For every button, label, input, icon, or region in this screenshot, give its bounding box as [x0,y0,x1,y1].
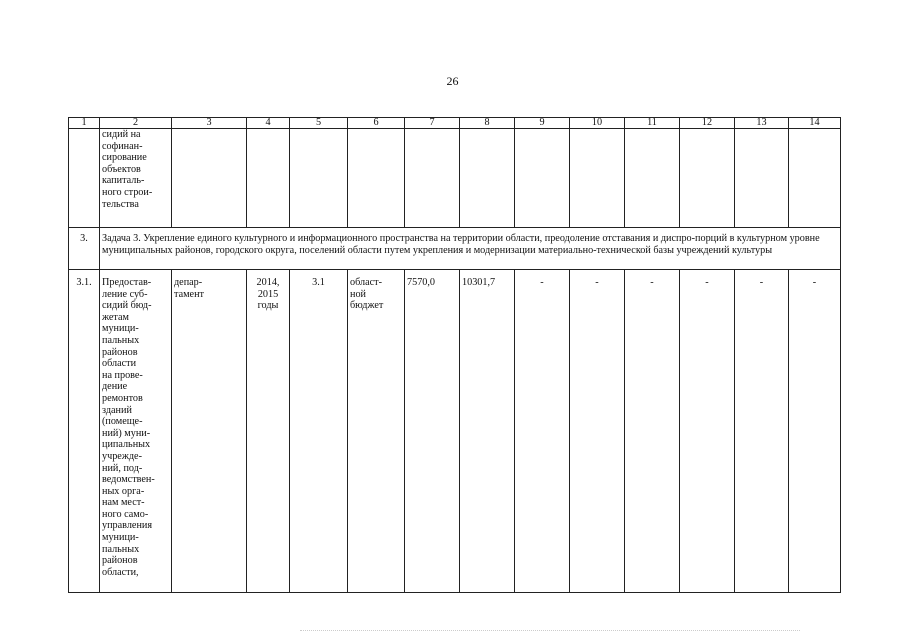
table-cell [69,129,100,228]
amount-col8: 10301,7 [460,270,515,593]
table-row-continuation [69,129,841,228]
amount-col11: - [625,270,680,593]
table-cell [515,129,570,228]
implementation-period: 2014, 2015 годы [247,270,290,593]
header-cell: 5 [290,118,348,129]
header-cell: 1 [69,118,100,129]
row-number: 3. [69,228,100,270]
amount-col10: - [570,270,625,593]
header-cell: 4 [247,118,290,129]
header-cell: 12 [680,118,735,129]
header-cell: 9 [515,118,570,129]
table-cell [625,129,680,228]
table-cell [247,129,290,228]
page-number: 26 [446,74,459,88]
measure-text: Предостав- ление суб- сидий бюд- жетам муници- пальных районов области на прове- дение ремонтов зданий (помеще- ний) муни- ципальных учрежде- ний, под- ведомствен- ных орга- нам мест- ного само- управления муници- пальных районов области, [100,270,172,593]
header-cell: 14 [789,118,841,129]
header-cell: 7 [405,118,460,129]
header-row [69,118,841,129]
table-cell [405,129,460,228]
amount-col14: - [789,270,841,593]
measure-text: сидий на софинан- сирование объектов капиталь- ного строи- тельства [102,129,153,210]
table-row-3-1 [69,270,841,593]
amount-col12: - [680,270,735,593]
table-row-task [69,228,841,270]
header-cell: 2 [100,118,172,129]
header-cell: 13 [735,118,789,129]
row-number: 3.1. [69,270,100,593]
table-cell [290,129,348,228]
table-cell [789,129,841,228]
table-cell [100,129,172,228]
indicator-link: 3.1 [290,270,348,593]
header-cell: 10 [570,118,625,129]
table-cell [680,129,735,228]
responsible-executor: депар- тамент [172,270,247,593]
task-description: Задача 3. Укрепление единого культурного и информационного пространства на территории области, преодоление отставания и диспро-порций в культурном уровне муниципальных районов, городского округа, поселений области путем укрепления и модернизации материально-технической базы учреждений культуры [100,228,841,270]
table-cell [348,129,405,228]
header-cell: 6 [348,118,405,129]
program-table [68,117,841,593]
amount-col9: - [515,270,570,593]
table-cell [735,129,789,228]
funding-source: област- ной бюджет [348,270,405,593]
table-cell [570,129,625,228]
table-cell [172,129,247,228]
header-cell: 11 [625,118,680,129]
amount-col7: 7570,0 [405,270,460,593]
table-cell [460,129,515,228]
header-cell: 8 [460,118,515,129]
amount-col13: - [735,270,789,593]
scan-artifact [300,630,800,632]
header-cell: 3 [172,118,247,129]
